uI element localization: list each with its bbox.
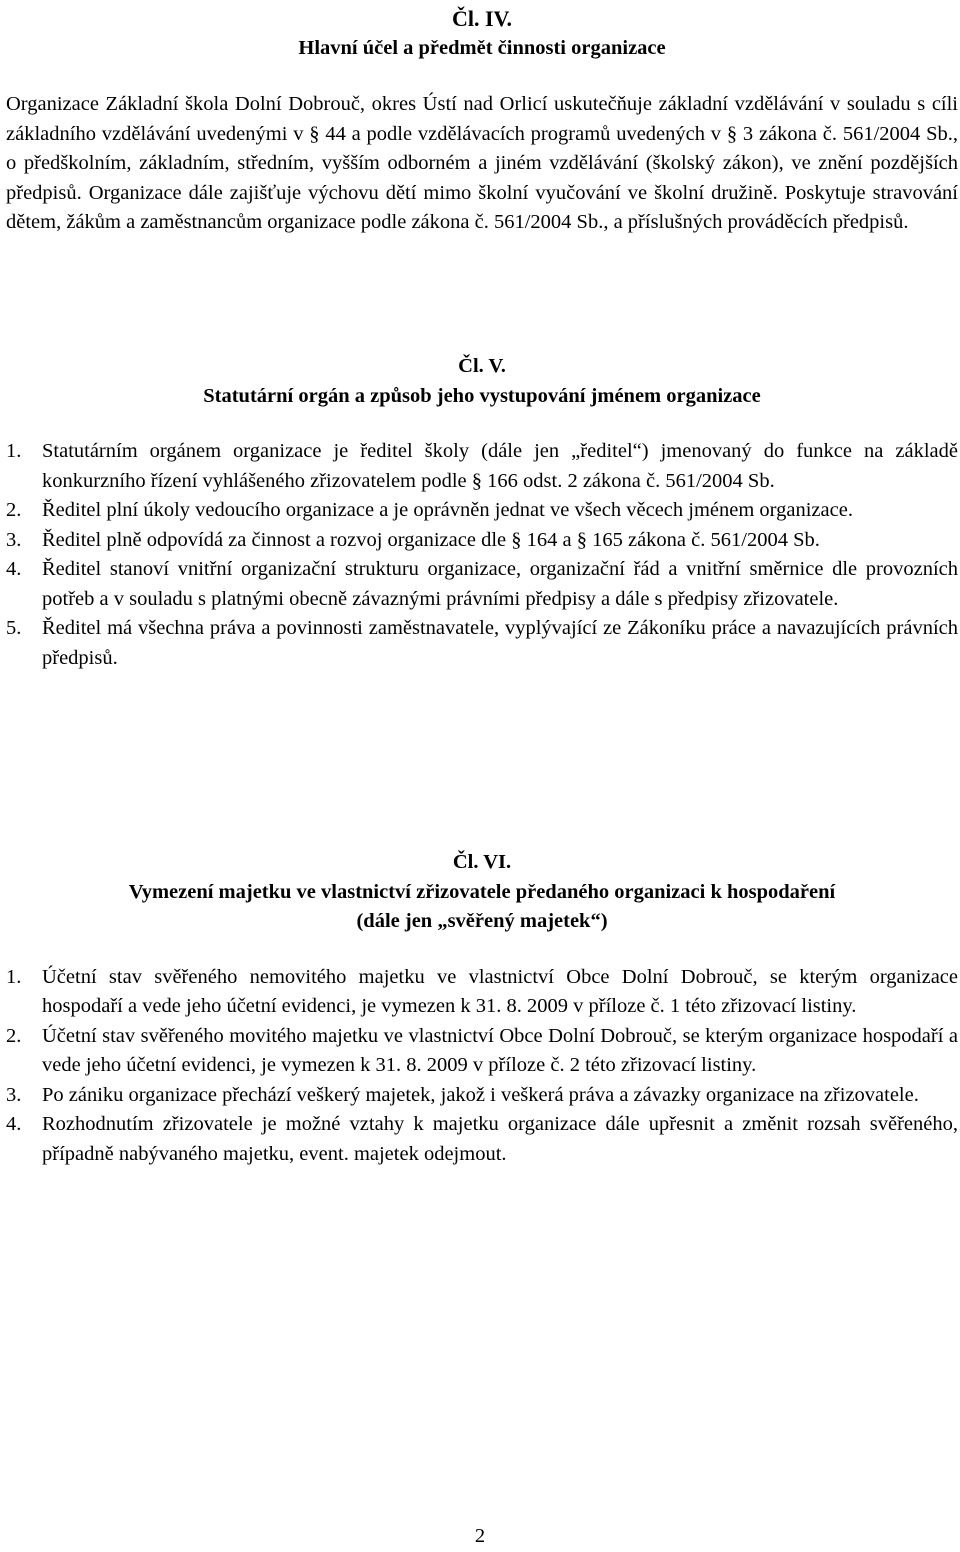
page-number: 2 [474, 1525, 486, 1547]
item-number: 2. [6, 1024, 22, 1047]
article-vi-title-line1: Vymezení majetku ve vlastnictví zřizovatele předaného organizaci k hospodaření [128, 880, 836, 903]
article-v-number: Čl. V. [458, 355, 506, 377]
article-v-list [6, 437, 958, 673]
article-iv-title: Hlavní účel a předmět činnosti organizace [298, 36, 666, 59]
item-text: Ředitel má všechna práva a povinnosti zaměstnavatele, vyplývající ze Zákoníku práce a navazujících právních předpisů. [42, 617, 958, 669]
list-item [6, 437, 958, 496]
article-iv-paragraph: Organizace Základní škola Dolní Dobrouč, okres Ústí nad Orlicí uskutečňuje základní vzdělávání v souladu s cíli základního vzdělávání uvedenými v § 44 a podle vzdělávacích programů uvedených v § 3 zákona č. 561/2004 Sb., o předškolním, základním, středním, vyšším odborném a jiném vzdělávání (školský zákon), ve znění pozdějších předpisů. Organizace dále zajišťuje výchovu dětí mimo školní vyučování ve školní družině. Poskytuje stravování dětem, žákům a zaměstnancům organizace podle zákona č. 561/2004 Sb., a příslušných prováděcích předpisů. [6, 93, 958, 233]
article-vi-list [6, 963, 958, 1170]
list-item [6, 555, 958, 614]
item-text: Po zániku organizace přechází veškerý majetek, jakož i veškerá práva a závazky organizace na zřizovatele. [42, 1083, 919, 1106]
article-iv-number: Čl. IV. [451, 6, 513, 31]
list-item [6, 1110, 958, 1169]
article-v-title: Statutární orgán a způsob jeho vystupování jménem organizace [203, 384, 761, 407]
list-item [6, 1081, 958, 1111]
item-text: Ředitel plní úkoly vedoucího organizace a je oprávněn jednat ve všech věcech jménem organizace. [42, 499, 853, 521]
item-number: 4. [6, 558, 22, 580]
item-number: 4. [6, 1113, 22, 1135]
list-item [6, 614, 958, 673]
article-vi-number: Čl. VI. [452, 851, 512, 873]
article-v [6, 352, 958, 673]
item-text: Statutárním orgánem organizace je ředitel školy (dále jen „ředitel“) jmenovaný do funkce na základě konkurzního řízení vyhlášeného zřizovatelem podle § 166 odst. 2 zákona č. 561/2004 Sb. [42, 440, 958, 492]
article-iv [6, 4, 958, 238]
item-number: 5. [6, 617, 22, 639]
item-text: Ředitel stanoví vnitřní organizační strukturu organizace, organizační řád a vnitřní směrnice dle provozních potřeb a v souladu s platnými obecně závaznými právními předpisy a dále s předpisy zřizovatele. [42, 558, 958, 610]
item-text: Rozhodnutím zřizovatele je možné vztahy k majetku organizace dále upřesnit a změnit rozsah svěřeného, případně nabývaného majetku, event. majetek odejmout. [42, 1113, 958, 1165]
list-item [6, 526, 958, 556]
list-item [6, 963, 958, 1022]
item-number: 3. [6, 1083, 22, 1106]
item-number: 1. [6, 440, 22, 462]
article-vi [6, 848, 958, 1169]
item-text: Ředitel plně odpovídá za činnost a rozvoj organizace dle § 164 a § 165 zákona č. 561/2004 Sb. [42, 528, 820, 551]
item-number: 2. [6, 499, 22, 521]
item-text: Účetní stav svěřeného nemovitého majetku ve vlastnictví Obce Dolní Dobrouč, se kterým organizace hospodaří a vede jeho účetní evidenci, je vymezen k 31. 8. 2009 v příloze č. 1 této zřizovací listiny. [42, 965, 958, 1017]
item-number: 1. [6, 965, 22, 988]
item-number: 3. [6, 528, 22, 551]
list-item [6, 1022, 958, 1081]
article-vi-title-line2: (dále jen „svěřený majetek“) [356, 910, 608, 932]
list-item [6, 496, 958, 526]
item-text: Účetní stav svěřeného movitého majetku ve vlastnictví Obce Dolní Dobrouč, se kterým organizace hospodaří a vede jeho účetní evidenci, je vymezen k 31. 8. 2009 v příloze č. 2 této zřizovací listiny. [42, 1024, 958, 1076]
